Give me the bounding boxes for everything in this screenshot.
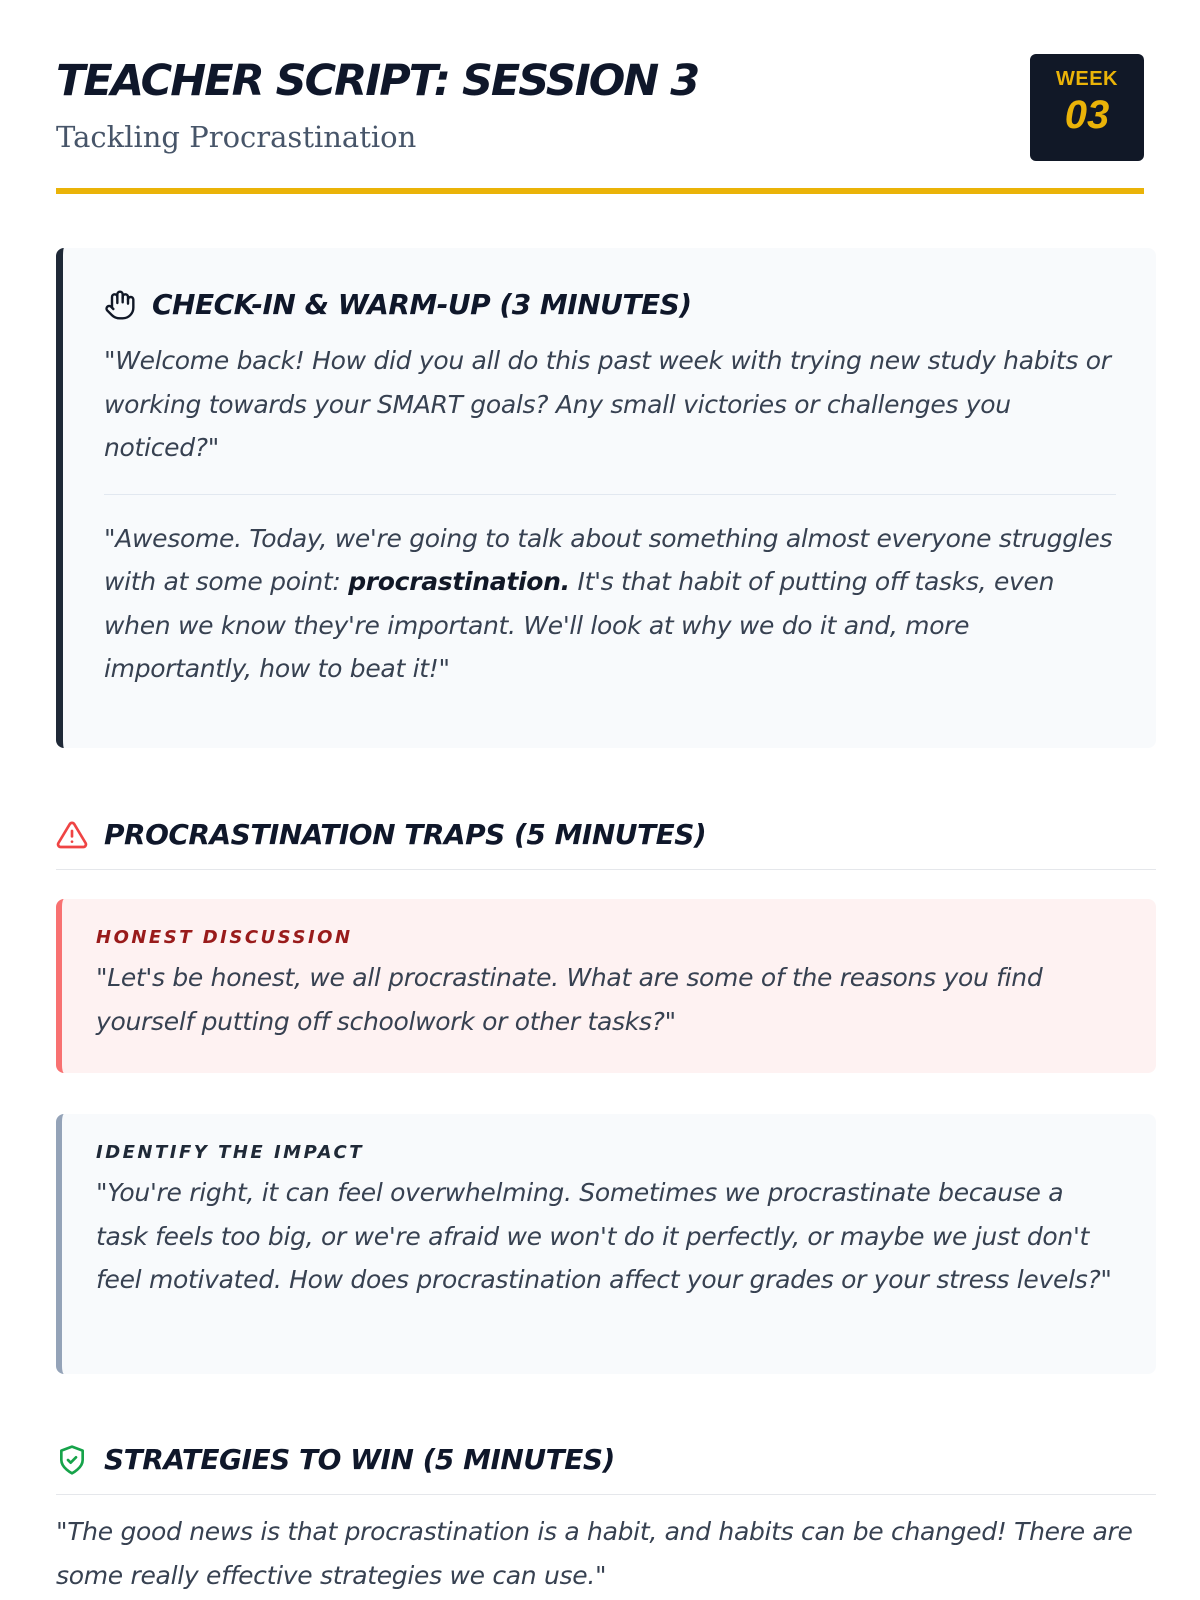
checkin-divider bbox=[104, 494, 1116, 495]
strategies-heading: STRATEGIES TO WIN (5 MINUTES) bbox=[104, 1443, 615, 1476]
identify-impact-callout bbox=[56, 1114, 1156, 1374]
honest-discussion-quote: "Let's be honest, we all procrastinate. What are some of the reasons you find yourself putting off schoolwork or other tasks?" bbox=[96, 963, 1043, 1036]
week-number: 03 bbox=[1064, 93, 1110, 137]
strategies-divider bbox=[56, 1494, 1156, 1495]
page-title: TEACHER SCRIPT: SESSION 3 bbox=[56, 56, 699, 106]
strategies-heading-row bbox=[56, 1443, 615, 1476]
warning-icon bbox=[56, 819, 88, 851]
checkin-quote-welcome: "Welcome back! How did you all do this past week with trying new study habits or working towards your SMART goals? Any small victories or challenges you noticed?" bbox=[104, 346, 1111, 462]
checkin-heading: CHECK-IN & WARM-UP (3 MINUTES) bbox=[152, 288, 692, 321]
checkin-keyword: procrastination. bbox=[348, 567, 570, 596]
strategies-quote: "The good news is that procrastination is a habit, and habits can be changed! There are some really effective strategies we can use." bbox=[56, 1517, 1133, 1590]
identify-impact-quote: "You're right, it can feel overwhelming. Sometimes we procrastinate because a task feels too big, or we're afraid we won't do it perfectly, or maybe we just don't feel motivated. How does procrastination affect your grades or your stress levels?" bbox=[96, 1178, 1112, 1294]
identify-impact-label: IDENTIFY THE IMPACT bbox=[96, 1142, 364, 1163]
checkin-card bbox=[56, 248, 1156, 748]
week-badge bbox=[1030, 54, 1144, 161]
checkin-heading-row bbox=[104, 288, 1116, 321]
honest-discussion-callout bbox=[56, 899, 1156, 1073]
honest-discussion-label: HONEST DISCUSSION bbox=[96, 927, 353, 948]
header-divider bbox=[56, 188, 1144, 194]
traps-heading-row bbox=[56, 818, 706, 851]
traps-heading: PROCRASTINATION TRAPS (5 MINUTES) bbox=[104, 818, 707, 851]
checkin-quote-intro-start: "Awesome. Today, we're going to talk about something almost everyone struggles with at some point: bbox=[104, 523, 1113, 596]
shield-check-icon bbox=[56, 1444, 88, 1476]
header bbox=[56, 0, 1144, 196]
traps-divider bbox=[56, 869, 1156, 870]
checkin-quote-intro-end: It's that habit of putting off tasks, even when we know they're important. We'll look at why we do it and, more importantly, how to beat it!" bbox=[104, 567, 1055, 683]
checkin-quote-intro bbox=[104, 517, 1116, 691]
week-label: WEEK bbox=[1056, 68, 1118, 90]
hand-icon bbox=[104, 289, 136, 321]
page-subtitle: Tackling Procrastination bbox=[56, 120, 417, 154]
